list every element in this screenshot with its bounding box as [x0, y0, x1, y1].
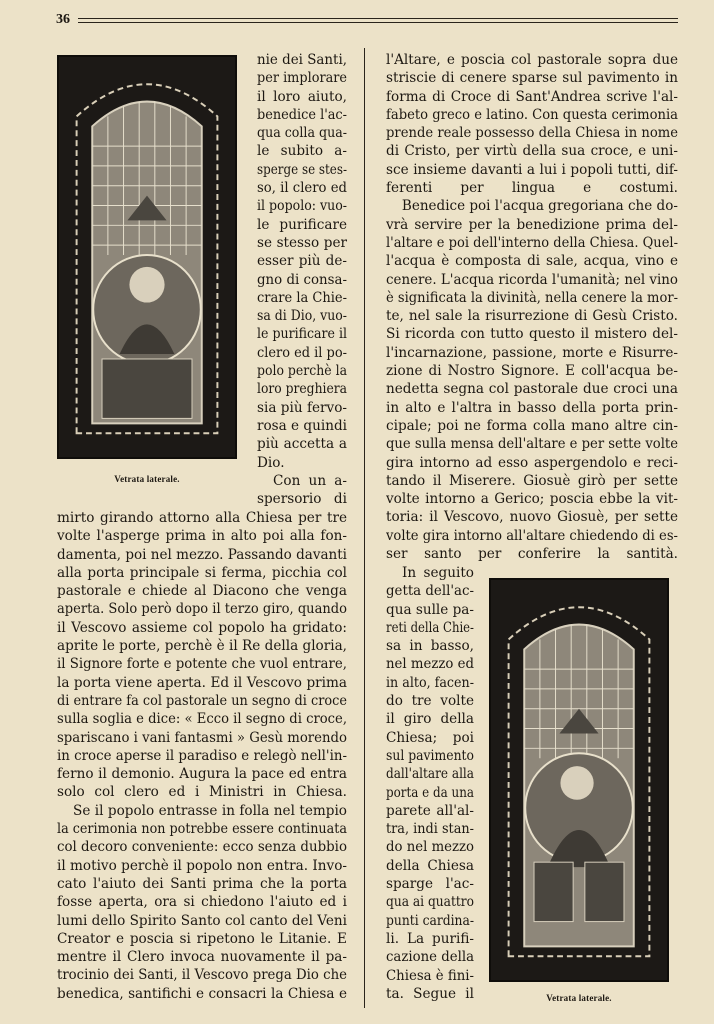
- right-beside-figure-text: [386, 564, 474, 1003]
- text-line: nel mezzo ed: [386, 656, 474, 673]
- text-line: in alto, facen-: [386, 674, 474, 691]
- text-line: benedica, santifichi e consacri la Chiesa e: [57, 985, 347, 1002]
- text-line: prende reale possesso della Chiesa in nome: [386, 125, 678, 142]
- text-line: clero ed il po-: [257, 344, 347, 361]
- text-line: ferenti per lingua e costumi.: [386, 180, 678, 197]
- text-line: ta. Segue il: [386, 985, 474, 1002]
- text-line: qua ai quattro: [386, 894, 474, 911]
- text-line: sa di Dio, vuo-: [257, 308, 347, 325]
- text-line: ferno il demonio. Augura la pace ed entra: [57, 766, 347, 783]
- text-line: le purificare: [257, 216, 347, 233]
- text-line: toria: il Vescovo, nuovo Giosuè, per sette: [386, 509, 678, 526]
- text-line: cenere. L'acqua ricorda l'umanità; nel vino: [386, 271, 678, 288]
- text-line: mirto girando attorno alla Chiesa per tre: [57, 510, 347, 526]
- text-line: esser più de-: [257, 253, 347, 270]
- text-line: ser santo per conferire la santità.: [386, 546, 678, 563]
- text-line: porta e da una: [386, 784, 474, 801]
- right-main-text: [386, 51, 678, 563]
- text-line: se stesso per: [257, 234, 347, 251]
- text-line: Si ricorda con tutto questo il mistero del-: [386, 326, 678, 343]
- text-line: l'Altare, e poscia col pastorale sopra due: [386, 52, 678, 68]
- text-line: Se il popolo entrasse in folla nel tempio: [73, 802, 347, 819]
- text-line: qua colla qua-: [257, 125, 347, 142]
- text-line: Chiesa è fini-: [386, 967, 474, 984]
- figure-1-caption: Vetrata laterale.: [114, 474, 180, 484]
- text-line: parete all'al-: [386, 802, 474, 819]
- text-line: di Cristo, per virtù della sua croce, e uni-: [386, 143, 678, 160]
- text-line: reti della Chie-: [386, 619, 474, 636]
- text-line: do nel mezzo: [386, 839, 474, 856]
- text-line: più accetta a: [257, 436, 347, 453]
- page-number: 36: [56, 12, 70, 27]
- text-line: sia più fervo-: [257, 399, 347, 416]
- text-line: Benedice poi l'acqua gregoriana che do-: [401, 198, 678, 215]
- text-line: Dio.: [257, 454, 285, 471]
- text-line: tra, indi stan-: [386, 821, 474, 838]
- text-line: spersorio di: [257, 491, 347, 508]
- text-line: getta dell'ac-: [386, 583, 474, 600]
- column-divider: [364, 48, 365, 1008]
- text-line: trocinio dei Santi, il Vescovo prega Dio che: [57, 967, 347, 984]
- text-line: tando il Miserere. Giosuè girò per sette: [386, 472, 678, 489]
- text-line: sul pavimento: [386, 747, 474, 764]
- text-line: qua sulle pa-: [386, 601, 474, 618]
- text-line: in croce aperse il paradiso e relegò nell'in-: [57, 747, 347, 764]
- text-line: volte l'asperge prima in alto poi alla fon-: [57, 528, 347, 545]
- text-line: cipale; poi ne forma colla mano altre cin-: [386, 417, 678, 434]
- text-line: vrà servire per la benedizione prima del-: [386, 216, 678, 233]
- text-line: Con un a-: [273, 473, 347, 489]
- text-line: aperta. Solo però dopo il terzo giro, quando: [57, 601, 347, 618]
- text-line: il popolo: vuo-: [257, 198, 347, 215]
- text-line: gira intorno ad esso aspergendolo e reci-: [386, 454, 678, 471]
- stained-glass-window-image: [59, 57, 235, 457]
- text-line: zione di Nostro Signore. E coll'acqua be-: [386, 363, 678, 380]
- text-line: sa in basso,: [386, 638, 474, 655]
- text-line: nie dei Santi,: [257, 52, 347, 68]
- text-line: fabeto greco e latino. Con questa cerimonia: [386, 106, 678, 123]
- text-line: il giro della: [386, 711, 474, 728]
- text-line: benedice l'ac-: [257, 106, 347, 123]
- stained-glass-figure-1: [57, 55, 237, 459]
- text-line: l'altare e poi dell'interno della Chiesa. Quel-: [386, 234, 678, 251]
- text-line: dall'altare alla: [386, 766, 474, 783]
- text-line: te, nel sale la risurrezione di Gesù Cristo.: [386, 308, 678, 325]
- text-line: sparge l'ac-: [386, 876, 474, 893]
- text-line: damenta, poi nel mezzo. Passando davanti: [57, 546, 347, 563]
- header-rule: [78, 18, 678, 23]
- text-line: crare la Chie-: [257, 289, 347, 306]
- text-line: le purificare il: [257, 326, 347, 343]
- text-line: do tre volte: [386, 693, 474, 710]
- text-line: que sulla mensa dell'altare e per sette volte: [386, 436, 678, 453]
- text-line: col decoro conveniente: ecco senza dubbio: [57, 839, 347, 856]
- text-line: le subito a-: [257, 143, 347, 160]
- text-line: il Vescovo assieme col popolo ha gridato:: [57, 619, 347, 636]
- text-line: Chiesa; poi: [386, 729, 474, 746]
- text-line: loro preghiera: [257, 381, 347, 398]
- text-line: forma di Croce di Sant'Andrea scrive l'al-: [386, 88, 678, 105]
- text-line: la cerimonia non potrebbe essere continuata: [57, 821, 347, 838]
- text-line: mentre il Clero invoca nuovamente il pa-: [57, 949, 347, 966]
- text-line: è significata la divinità, nella cenere la mor-: [386, 289, 678, 306]
- text-line: li. La purifi-: [386, 930, 474, 947]
- text-line: la porta viene aperta. Ed il Vescovo prima: [57, 674, 347, 691]
- text-line: nedetta segna col pastorale due croci una: [386, 381, 678, 398]
- text-line: il motivo perchè il popolo non entra. Invo-: [57, 857, 347, 874]
- left-short-text: [257, 472, 347, 509]
- text-line: in alto e l'altra in basso della porta prin-: [386, 399, 678, 416]
- text-line: Creator e poscia si ripetono le Litanie. E: [57, 930, 347, 947]
- text-line: fosse aperta, ora si chiedono l'aiuto ed i: [57, 894, 347, 911]
- text-line: punti cardina-: [386, 912, 474, 929]
- text-line: alla porta principale si ferma, picchia col: [57, 564, 347, 581]
- text-line: sce insieme davanti a lui i popoli tutti, dif-: [386, 161, 678, 178]
- text-line: lumi dello Spirito Santo col canto del Veni: [57, 912, 347, 929]
- text-line: so, il clero ed: [257, 180, 347, 197]
- text-line: solo col clero ed i Ministri in Chiesa.: [57, 784, 347, 801]
- text-line: gno di consa-: [257, 271, 347, 288]
- text-line: l'incarnazione, passione, morte e Risurre-: [386, 344, 678, 361]
- text-line: volte gira intorno all'altare chiedendo di es-: [386, 527, 678, 544]
- text-line: il loro aiuto,: [257, 88, 347, 105]
- text-line: sperge se stes-: [257, 161, 347, 178]
- text-line: aprite le porte, perchè è il Re della gloria,: [57, 638, 347, 655]
- text-line: della Chiesa: [386, 857, 474, 874]
- text-line: polo perchè la: [257, 363, 347, 380]
- figure-2-caption: Vetrata laterale.: [546, 993, 612, 1003]
- text-line: volte intorno a Gerico; poscia ebbe la vit-: [386, 491, 678, 508]
- text-line: spariscano i vani fantasmi » Gesù morendo: [57, 729, 347, 746]
- left-beside-figure-text: [257, 51, 347, 472]
- text-line: cazione della: [386, 949, 474, 966]
- text-line: pastorale e chiede al Diacono che venga: [57, 583, 347, 600]
- stained-glass-figure-2: [489, 578, 669, 982]
- text-line: di entrare fa col pastorale un segno di croce: [57, 692, 347, 709]
- text-line: il Signore forte e potente che vuol entrare,: [57, 656, 347, 673]
- text-line: striscie di cenere sparse sul pavimento in: [386, 70, 678, 87]
- text-line: sulla soglia e dice: « Ecco il segno di croce,: [57, 711, 347, 728]
- stained-glass-window-image: [491, 580, 667, 980]
- text-line: cato l'aiuto dei Santi prima che la porta: [57, 875, 347, 892]
- left-main-text: [57, 509, 347, 1003]
- text-line: rosa e quindi: [257, 417, 347, 434]
- text-line: In seguito: [402, 565, 474, 581]
- text-line: l'acqua è composta di sale, acqua, vino e: [386, 253, 678, 270]
- text-line: per implorare: [257, 70, 347, 87]
